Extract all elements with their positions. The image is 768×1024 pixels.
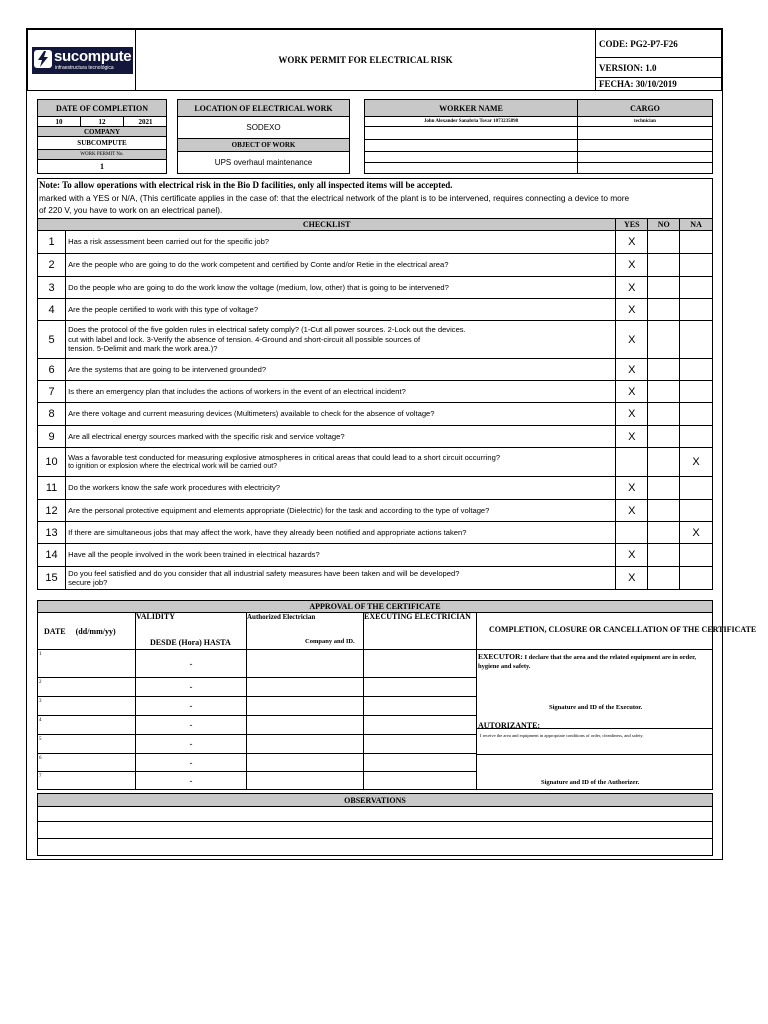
checklist-question-line: to ignition or explosion where the electrical work will be carried out? [68, 463, 278, 470]
checklist-question-line: Has a risk assessment been carried out for the specific job? [68, 237, 270, 247]
checkbox-no[interactable] [648, 426, 680, 448]
checklist-question-line: Was a favorable test conducted for measuring explosive atmospheres in critical areas that could lead to a short circuit occurring? [68, 452, 501, 462]
approval-date-cell[interactable] [37, 696, 136, 716]
checkbox-no[interactable] [648, 321, 680, 359]
approval-validity-cell[interactable] [135, 696, 247, 716]
checklist-row [38, 567, 713, 590]
checklist-question [66, 231, 616, 254]
checklist-question-line: Do the people who are going to do the work know the voltage (medium, low, other) that is going to be intervened? [68, 282, 449, 292]
logo-tagline: infraestructura tecnológica [55, 65, 114, 71]
validity-separator: - [189, 701, 193, 711]
object-label: OBJECT OF WORK [177, 138, 350, 152]
form-title: WORK PERMIT FOR ELECTRICAL RISK [135, 29, 596, 91]
checklist-question [66, 277, 616, 299]
approval-authorized-cell[interactable] [246, 696, 364, 716]
checkbox-na[interactable] [680, 544, 713, 567]
checkbox-yes[interactable]: X [616, 381, 648, 403]
logo-cell [27, 29, 136, 91]
approval-row-number: 2 [39, 680, 42, 685]
checklist-row [38, 359, 713, 381]
checkbox-no[interactable] [648, 522, 680, 544]
work-permit-number: 1 [37, 159, 167, 174]
approval-row-number: 6 [39, 756, 42, 761]
authorized-column-header [246, 612, 364, 650]
note-line-3: of 220 V, you have to work on an electrical panel). [39, 205, 223, 215]
checkbox-no[interactable] [648, 403, 680, 426]
checklist-question-line: Are there voltage and current measuring devices (Multimeters) available to check for the absence of voltage? [68, 409, 435, 419]
approval-date-cell[interactable] [37, 771, 136, 790]
checklist-item-number: 1 [38, 231, 66, 254]
executor-declaration [478, 652, 712, 671]
approval-validity-cell[interactable] [135, 753, 247, 772]
company-id-label: Company and ID. [305, 638, 355, 645]
checkbox-yes[interactable]: X [616, 277, 648, 299]
checkbox-yes[interactable]: X [616, 254, 648, 277]
approval-date-cell[interactable] [37, 715, 136, 735]
checkbox-no[interactable] [648, 477, 680, 500]
date-year: 2021 [138, 118, 153, 126]
approval-executing-cell[interactable] [363, 753, 477, 772]
validity-column-header [135, 612, 247, 650]
approval-authorized-cell[interactable] [246, 753, 364, 772]
checkbox-na[interactable] [680, 321, 713, 359]
checklist-row [38, 403, 713, 426]
observations-line[interactable] [37, 821, 713, 839]
lightning-bolt-icon [34, 50, 52, 68]
worker-row-empty [364, 126, 578, 140]
checklist-row [38, 522, 713, 544]
checklist-question [66, 359, 616, 381]
checkbox-no[interactable] [648, 277, 680, 299]
checklist-question [66, 426, 616, 448]
approval-executing-cell[interactable] [363, 734, 477, 754]
checkbox-yes[interactable]: X [616, 299, 648, 321]
checklist-item-number: 9 [38, 426, 66, 448]
checkbox-no[interactable] [648, 544, 680, 567]
validity-separator: - [189, 775, 193, 786]
approval-authorized-cell[interactable] [246, 677, 364, 697]
company-logo [32, 47, 133, 74]
approval-validity-cell[interactable] [135, 649, 247, 678]
observations-header: OBSERVATIONS [37, 793, 713, 807]
checklist-question-line: tension. 5-Delimit and mark the work area.)? [68, 344, 218, 354]
checklist-question [66, 522, 616, 544]
checklist-question [66, 477, 616, 500]
checkbox-no[interactable] [648, 359, 680, 381]
work-permit-form [26, 28, 757, 860]
cargo-row-empty [577, 162, 713, 174]
approval-validity-cell[interactable] [135, 677, 247, 697]
approval-executing-cell[interactable] [363, 649, 477, 678]
validity-separator: - [189, 739, 193, 749]
validity-separator: - [189, 757, 193, 768]
checkbox-yes[interactable]: X [616, 426, 648, 448]
checklist-item-number: 3 [38, 277, 66, 299]
checkbox-no[interactable] [648, 567, 680, 590]
approval-row-number: 1 [39, 652, 42, 657]
observations-line[interactable] [37, 838, 713, 856]
checklist-question-line: cut with label and lock. 3-Verify the absence of tension. 4-Ground and short-circuit all possible sources of [68, 334, 421, 344]
checklist-question-line: Is there an emergency plan that includes the actions of workers in the event of an electrical incident? [68, 386, 406, 396]
checklist-question [66, 544, 616, 567]
approval-row-number: 7 [39, 774, 42, 779]
checklist-row [38, 500, 713, 522]
authorizer-signature-label: Signature and ID of the Authorizer. [541, 779, 640, 786]
checklist-item-number: 12 [38, 500, 66, 522]
approval-date-cell[interactable] [37, 753, 136, 772]
checklist-question-line: secure job? [68, 578, 108, 587]
executor-text-2: hygiene and safety. [478, 663, 531, 670]
no-column-header: NO [648, 219, 680, 231]
checklist-item-number: 14 [38, 544, 66, 567]
checklist-row [38, 299, 713, 321]
authorized-electrician-label: Authorized Electrician [247, 613, 316, 621]
checkbox-no[interactable] [648, 254, 680, 277]
checkbox-yes[interactable]: X [616, 500, 648, 522]
checklist-row [38, 544, 713, 567]
checklist-item-number: 15 [38, 567, 66, 590]
approval-executing-cell[interactable] [363, 677, 477, 697]
checklist-item-number: 6 [38, 359, 66, 381]
worker-name-label: WORKER NAME [364, 99, 578, 117]
checklist-question [66, 567, 616, 590]
company-value: SUBCOMPUTE [37, 136, 167, 150]
authorizer-signature-box [476, 754, 713, 790]
checkbox-yes[interactable]: X [616, 321, 648, 359]
checklist-question [66, 403, 616, 426]
approval-authorized-cell[interactable] [246, 734, 364, 754]
date-of-completion-label: DATE OF COMPLETION [37, 99, 167, 117]
yes-column-header: YES [616, 219, 648, 231]
approval-authorized-cell[interactable] [246, 715, 364, 735]
checklist-item-number: 7 [38, 381, 66, 403]
checkbox-yes[interactable] [616, 448, 648, 477]
approval-authorized-cell[interactable] [246, 771, 364, 790]
checkbox-yes[interactable] [616, 522, 648, 544]
checkbox-na[interactable] [680, 359, 713, 381]
validity-label: VALIDITY [136, 612, 175, 621]
checklist-question [66, 299, 616, 321]
checklist-header-row [38, 219, 713, 231]
worker-name-value: John Alexander Sanabria Tovar 1073235898 [364, 116, 578, 127]
approval-executing-cell[interactable] [363, 696, 477, 716]
approval-executing-cell[interactable] [363, 771, 477, 790]
completion-column-header [476, 612, 757, 650]
na-column-header: NA [680, 219, 713, 231]
checkbox-no[interactable] [648, 500, 680, 522]
checkbox-yes[interactable]: X [616, 403, 648, 426]
checkbox-na[interactable] [680, 567, 713, 590]
checklist-question [66, 448, 616, 477]
work-permit-label: WORK PERMIT No. [37, 149, 167, 160]
checkbox-no[interactable] [648, 381, 680, 403]
checklist-question-line: Do you feel satisfied and do you consider that all industrial safety measures have been taken and will be developed? [68, 568, 460, 578]
checklist-item-number: 5 [38, 321, 66, 359]
approval-row-number: 5 [39, 737, 42, 742]
checklist-row [38, 231, 713, 254]
location-label: LOCATION OF ELECTRICAL WORK [177, 99, 350, 117]
checklist-question [66, 254, 616, 277]
observations-line[interactable] [37, 806, 713, 822]
checkbox-na[interactable] [680, 277, 713, 299]
checklist-question-line: Are all electrical energy sources marked with the specific risk and service voltage? [68, 431, 345, 441]
checklist-item-number: 13 [38, 522, 66, 544]
form-date: FECHA: 30/10/2019 [595, 77, 722, 91]
checkbox-na[interactable] [680, 477, 713, 500]
completion-label: COMPLETION, CLOSURE OR CANCELLATION OF THE CERTIFICATE [489, 625, 757, 634]
checklist-question-line: Do the workers know the safe work procedures with electricity? [68, 483, 280, 493]
checklist-question [66, 500, 616, 522]
checklist-item-number: 11 [38, 477, 66, 500]
checklist-item-number: 2 [38, 254, 66, 277]
note-line-2: marked with a YES or N/A, (This certificate applies in the case of: that the electrical network of the plant is to be intervened, requires connecting a device to more [39, 193, 630, 203]
approval-date-cell[interactable] [37, 649, 136, 678]
executing-electrician-label: EXECUTING ELECTRICIAN [364, 612, 471, 621]
checkbox-na[interactable] [680, 500, 713, 522]
form-version: VERSION: 1.0 [595, 57, 722, 78]
approval-date-cell[interactable] [37, 734, 136, 754]
executor-label: EXECUTOR: [478, 652, 523, 661]
checkbox-na[interactable] [680, 299, 713, 321]
date-month: 12 [81, 117, 124, 127]
checklist-item-number: 10 [38, 448, 66, 477]
company-label: COMPANY [37, 126, 167, 137]
checklist-question-line: Are the personal protective equipment and elements appropriate (Dielectric) for the task and according to the type of voltage? [68, 505, 490, 515]
approval-row-number: 4 [39, 718, 42, 723]
checklist-row [38, 448, 713, 477]
approval-authorized-cell[interactable] [246, 649, 364, 678]
location-value: SODEXO [177, 116, 350, 139]
checkbox-na[interactable]: X [680, 522, 713, 544]
approval-validity-cell[interactable] [135, 734, 247, 754]
checklist-row [38, 321, 713, 359]
checkbox-yes[interactable]: X [616, 231, 648, 254]
checklist-item-number: 8 [38, 403, 66, 426]
checkbox-na[interactable] [680, 254, 713, 277]
executing-column-header [363, 612, 477, 650]
checklist-row [38, 477, 713, 500]
checkbox-yes[interactable]: X [616, 359, 648, 381]
authorizer-text: I receive the area and equipment in appropriate conditions of order, cleanliness, and safety. [480, 733, 644, 738]
executor-signature-label: Signature and ID of the Executor. [549, 704, 643, 711]
checklist-row [38, 277, 713, 299]
date-day: 10 [38, 117, 81, 127]
cargo-label: CARGO [577, 99, 713, 117]
worker-row-empty [364, 162, 578, 174]
checkbox-na[interactable] [680, 381, 713, 403]
checklist-question [66, 381, 616, 403]
checkbox-no[interactable] [648, 231, 680, 254]
checklist-header: CHECKLIST [38, 219, 616, 231]
checkbox-no[interactable] [648, 448, 680, 477]
desde-hasta-label: DESDE (Hora) HASTA [150, 638, 231, 647]
checklist-row [38, 381, 713, 403]
approval-validity-cell[interactable] [135, 771, 247, 790]
authorizer-label: AUTORIZANTE: [478, 721, 541, 730]
date-column-label: DATE (dd/mm/yy) [44, 627, 116, 636]
date-column-header [37, 612, 136, 650]
approval-executing-cell[interactable] [363, 715, 477, 735]
checklist-row [38, 254, 713, 277]
checkbox-yes[interactable]: X [616, 567, 648, 590]
checkbox-na[interactable] [680, 231, 713, 254]
checklist-question-line: Are the people certified to work with this type of voltage? [68, 304, 259, 314]
form-code: CODE: PG2-P7-F26 [595, 29, 722, 58]
checklist-question-line: Are the people who are going to do the work competent and certified by Conte and/or Retie in the electrical area? [68, 260, 449, 270]
checkbox-yes[interactable]: X [616, 544, 648, 567]
checklist-question-line: Have all the people involved in the work been trained in electrical hazards? [68, 550, 320, 560]
checklist-question-line: Are the systems that are going to be intervened grounded? [68, 364, 267, 374]
checkbox-na[interactable]: X [680, 448, 713, 477]
validity-separator: - [189, 720, 193, 730]
checklist-table [37, 218, 713, 590]
checklist-question [66, 321, 616, 359]
checklist-row [38, 426, 713, 448]
approval-row-number: 3 [39, 699, 42, 704]
authorizer-box [476, 717, 713, 755]
approval-validity-cell[interactable] [135, 715, 247, 735]
checklist-question-line: If there are simultaneous jobs that may affect the work, have they already been notified and appropriate actions taken? [68, 527, 467, 537]
validity-separator: - [189, 682, 193, 692]
cargo-value: technician [577, 116, 713, 127]
checklist-item-number: 4 [38, 299, 66, 321]
checkbox-no[interactable] [648, 299, 680, 321]
checkbox-na[interactable] [680, 403, 713, 426]
checkbox-yes[interactable]: X [616, 477, 648, 500]
logo-wordmark: sucompute [54, 48, 132, 65]
executor-text: I declare that the area and the related equipment are in order, [522, 654, 697, 661]
approval-header: APPROVAL OF THE CERTIFICATE [37, 600, 713, 613]
validity-separator: - [189, 658, 193, 669]
approval-date-cell[interactable] [37, 677, 136, 697]
object-value: UPS overhaul maintenance [177, 151, 350, 174]
checkbox-na[interactable] [680, 426, 713, 448]
checklist-question-line: Does the protocol of the five golden rules in electrical safety comply? (1-Cut all power sources. 2-Lock out the devices. [68, 325, 466, 335]
note-bold: Note: To allow operations with electrical risk in the Bio D facilities, only all inspected items will be accepted. [39, 180, 453, 190]
cargo-row-empty [577, 126, 713, 140]
note-box [37, 178, 713, 218]
